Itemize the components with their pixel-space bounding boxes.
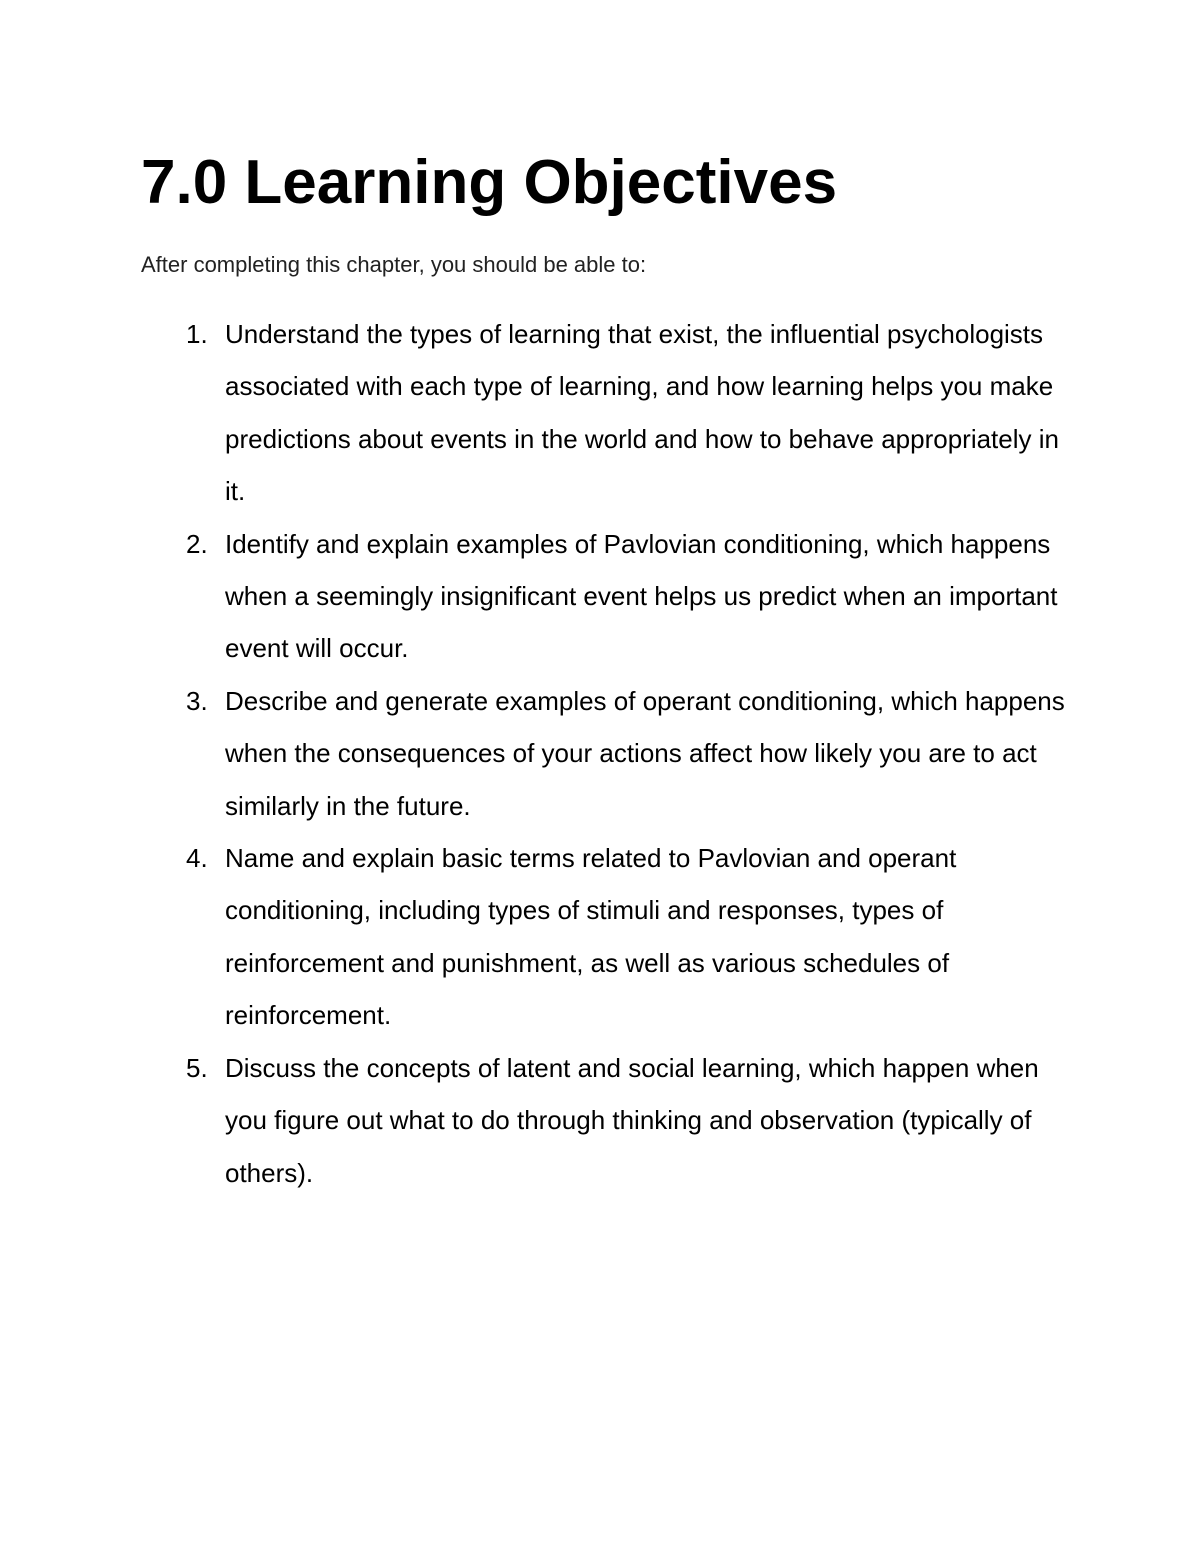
- objective-item-1: [186, 308, 1086, 518]
- objective-item-4: [186, 832, 1086, 1042]
- objective-number: 2.: [186, 528, 208, 559]
- objective-text: Describe and generate examples of operant conditioning, which happens when the consequences of your actions affect how likely you are to act similarly in the future.: [225, 685, 1065, 821]
- objective-text: Understand the types of learning that exist, the influential psychologists associated with each type of learning, and how learning helps you make predictions about events in the world and how to behave appropriately in it.: [225, 319, 1059, 507]
- page-title: 7.0 Learning Objectives: [141, 148, 838, 217]
- objective-number: 5.: [186, 1052, 208, 1083]
- objective-item-3: [186, 675, 1086, 832]
- objectives-list: [186, 308, 1086, 1199]
- objective-item-2: [186, 518, 1086, 675]
- objective-text: Name and explain basic terms related to Pavlovian and operant conditioning, including types of stimuli and responses, types of reinforcement and punishment, as well as various schedules of reinforcement.: [225, 843, 957, 1031]
- objective-text: Discuss the concepts of latent and social learning, which happen when you figure out what to do through thinking and observation (typically of others).: [225, 1052, 1039, 1188]
- objective-item-5: [186, 1042, 1086, 1199]
- objective-number: 1.: [186, 319, 208, 349]
- intro-text: After completing this chapter, you should be able to:: [141, 252, 647, 277]
- objective-number: 3.: [186, 685, 208, 716]
- objective-number: 4.: [186, 843, 208, 874]
- objective-text: Identify and explain examples of Pavlovian conditioning, which happens when a seemingly insignificant event helps us predict when an important event will occur.: [225, 528, 1058, 664]
